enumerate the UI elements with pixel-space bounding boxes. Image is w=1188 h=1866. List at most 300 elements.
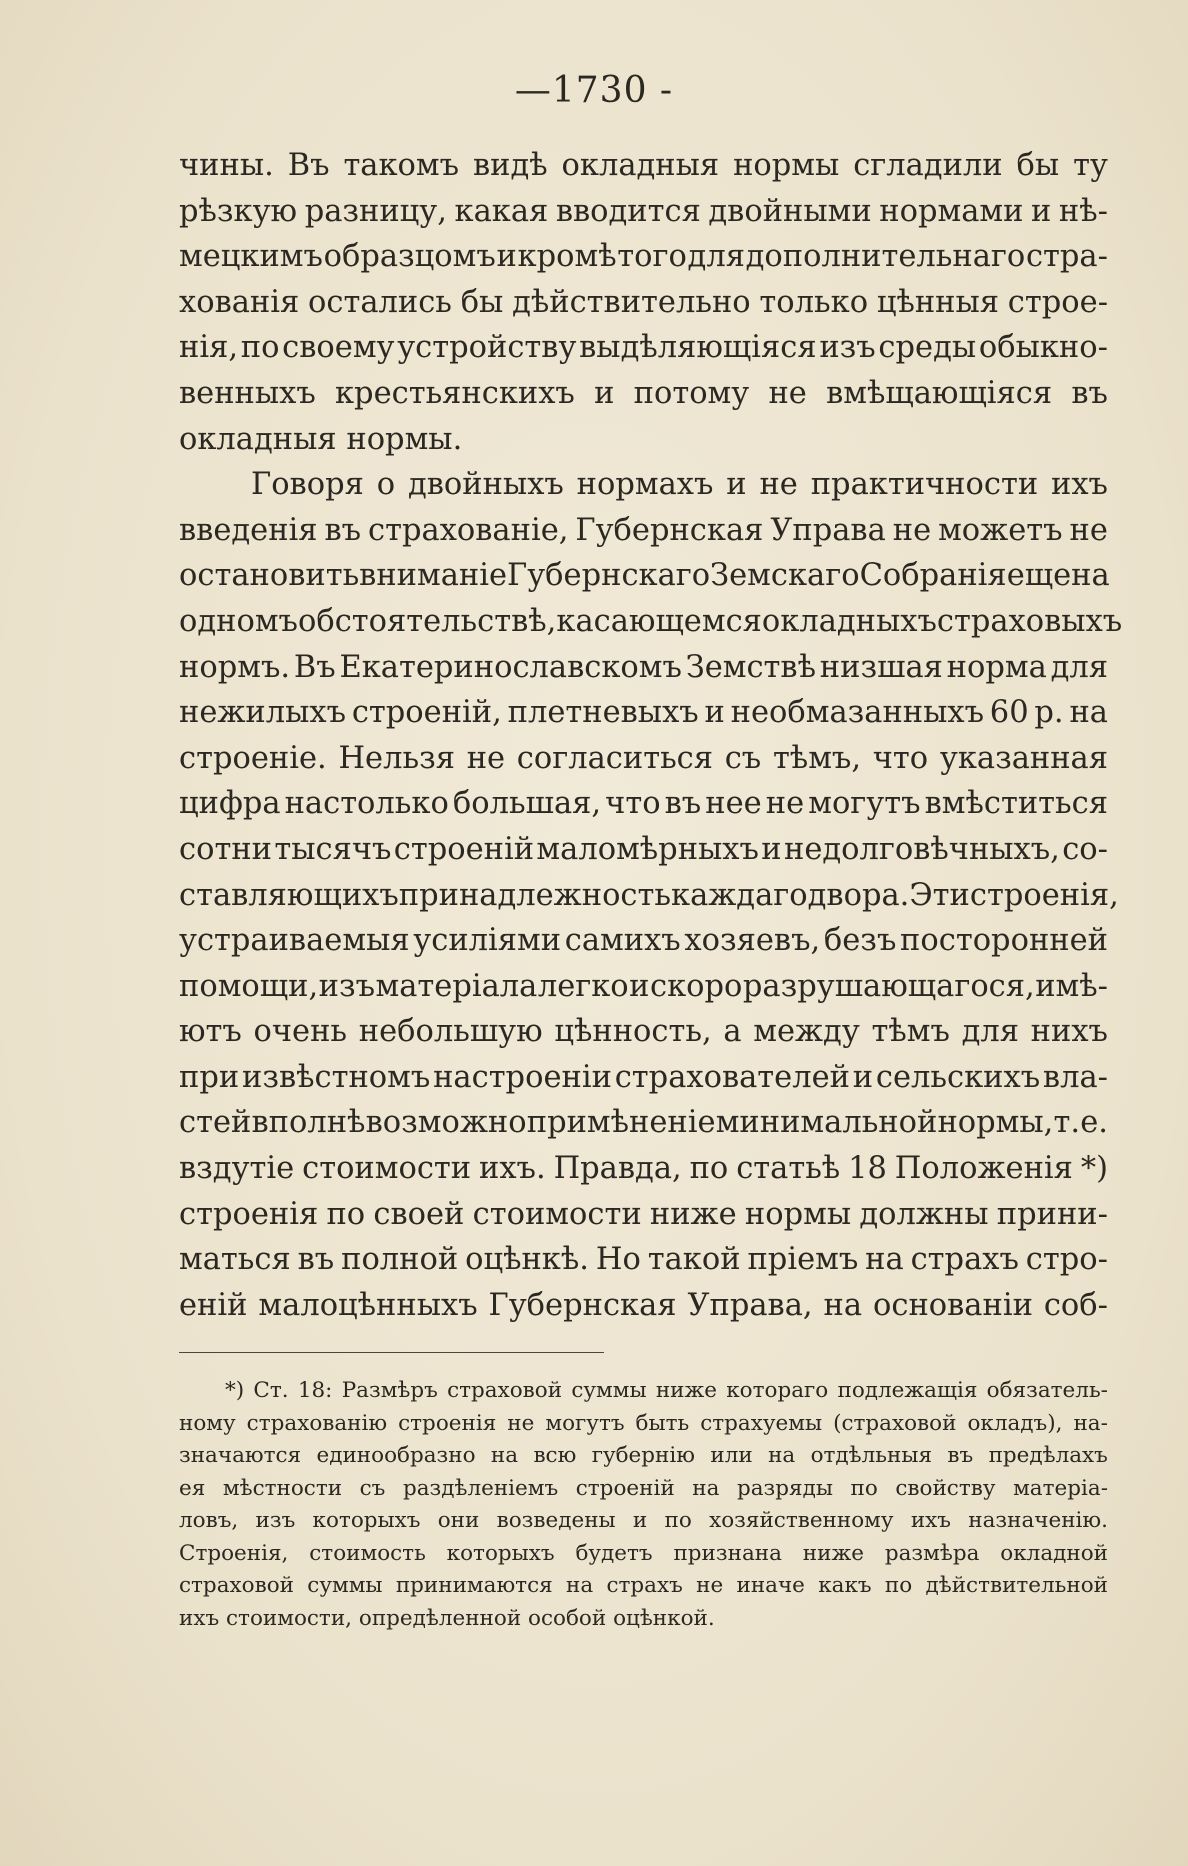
word: примѣненіе: [526, 1105, 716, 1141]
word: Нельзя: [338, 740, 455, 776]
body-line: [179, 918, 1108, 964]
word: со-: [1062, 831, 1108, 867]
word: минимальной: [715, 1105, 938, 1141]
word: которыхъ: [446, 1540, 555, 1566]
word: вполнѣ: [251, 1105, 366, 1141]
word: 60: [989, 695, 1029, 731]
word: должны: [859, 1196, 989, 1232]
word: строенія: [398, 1410, 497, 1436]
word: стей: [179, 1105, 252, 1141]
footnote-line: [179, 1538, 1108, 1571]
word: на: [823, 1287, 863, 1323]
body-line: [179, 827, 1108, 873]
word: для: [1050, 649, 1108, 685]
word: посторонней: [900, 923, 1108, 959]
word: 18:: [297, 1378, 333, 1403]
body-line: [179, 371, 1108, 417]
footnote-line: [179, 1570, 1108, 1603]
word: большая,: [452, 786, 602, 822]
word: страхъ: [910, 1242, 1019, 1278]
word: хозяевъ,: [684, 923, 821, 959]
word: быть: [635, 1410, 690, 1436]
word: венныхъ: [179, 375, 316, 411]
footnote: [179, 1375, 1108, 1635]
word: низшая: [819, 649, 943, 685]
body-line: [179, 325, 1108, 371]
word: строенія: [179, 1196, 319, 1232]
word: самихъ: [564, 923, 681, 959]
word: между: [753, 1014, 860, 1050]
word: ниже: [649, 1196, 737, 1232]
word: Управа: [770, 512, 886, 548]
word: двойными: [708, 193, 872, 229]
word: настолько: [284, 786, 449, 822]
word: нормахъ: [576, 467, 714, 503]
word: вниманіе: [359, 558, 508, 594]
word: какъ: [818, 1573, 872, 1598]
body-line: [179, 1283, 1108, 1329]
body-line: [179, 690, 1108, 736]
word: крестьянскихъ: [334, 375, 575, 411]
word: нежилыхъ: [179, 695, 347, 731]
word: Въ: [287, 148, 330, 183]
body-line: [179, 1009, 1108, 1055]
word: тѣмъ: [871, 1014, 950, 1050]
word: е.: [1080, 1105, 1108, 1141]
word: нее: [705, 786, 762, 822]
word: окладъ),: [967, 1410, 1063, 1436]
word: Размѣръ: [341, 1378, 438, 1403]
footnote-line: [179, 1440, 1108, 1473]
word: строеній: [393, 831, 535, 867]
word: ставляющихъ: [179, 877, 399, 913]
word: страхованіе,: [368, 512, 569, 548]
word: единообразно: [316, 1443, 476, 1468]
word: (страховой: [833, 1410, 957, 1436]
word: а: [723, 1014, 742, 1050]
word: ниже: [655, 1378, 717, 1403]
word: могутъ: [545, 1410, 625, 1436]
word: Говоря: [251, 467, 364, 503]
body-text: [179, 143, 1123, 1328]
word: сотни: [179, 831, 272, 867]
body-line: [179, 1055, 1108, 1101]
word: суммы: [307, 1573, 383, 1598]
word: стоимость: [309, 1540, 426, 1566]
word: тысячъ: [274, 831, 392, 867]
word: 18: [848, 1151, 887, 1187]
word: съ: [724, 740, 762, 776]
word: т.: [1053, 1105, 1081, 1141]
word: только: [759, 284, 869, 320]
word: котораго: [726, 1378, 829, 1403]
word: бы: [1016, 148, 1060, 183]
word: страхованію: [246, 1410, 388, 1436]
word: Положенія: [894, 1151, 1073, 1187]
body-line: [179, 553, 1108, 599]
word: для: [961, 1014, 1019, 1050]
footnote-line: [179, 1505, 1108, 1538]
word: особой: [528, 1605, 607, 1631]
word: по: [884, 1573, 913, 1598]
word: Строенія,: [179, 1540, 289, 1566]
word: маломѣрныхъ: [536, 831, 759, 867]
word: что: [872, 740, 929, 776]
body-line: [179, 1192, 1108, 1238]
word: прини-: [996, 1196, 1108, 1232]
word: раздѣленіемъ: [402, 1475, 559, 1501]
word: возведены: [496, 1508, 616, 1533]
word: не: [1069, 512, 1108, 548]
body-line: [179, 964, 1108, 1010]
word: вмѣщающіяся: [826, 375, 1053, 411]
word: и: [629, 968, 650, 1004]
word: дополнительнаго: [745, 239, 1026, 275]
word: дѣйствительной: [925, 1573, 1108, 1598]
body-line: [179, 781, 1108, 827]
word: разницу,: [304, 193, 447, 229]
word: они: [437, 1508, 480, 1533]
word: и: [632, 1508, 648, 1533]
word: еній: [179, 1287, 248, 1323]
word: изъ: [819, 330, 876, 366]
word: какая: [454, 193, 549, 229]
word: суммы: [571, 1378, 647, 1403]
word: оцѣнкой.: [613, 1605, 715, 1631]
word: норма: [946, 649, 1047, 685]
word: и: [496, 239, 517, 275]
word: двойныхъ: [407, 467, 564, 503]
word: или: [710, 1443, 753, 1468]
word: ному: [179, 1410, 236, 1436]
word: двора.: [807, 877, 910, 913]
word: остановить: [179, 558, 360, 594]
word: образцомъ: [323, 239, 496, 275]
word: Екатеринославскомъ: [339, 649, 682, 685]
word: еще: [1006, 558, 1072, 594]
word: и: [761, 831, 782, 867]
word: ютъ: [179, 1014, 242, 1050]
word: ихъ.: [479, 1151, 546, 1187]
word: матеріала: [375, 968, 538, 1004]
word: нормы.: [346, 421, 463, 457]
word: ея: [179, 1475, 206, 1501]
word: не: [466, 740, 506, 776]
word: Эти: [909, 877, 970, 913]
word: обыкно-: [978, 330, 1108, 366]
word: ловъ,: [179, 1508, 239, 1533]
body-line: [179, 280, 1108, 326]
word: по: [689, 1151, 729, 1187]
word: на: [768, 1443, 796, 1468]
word: небольшую: [358, 1014, 543, 1050]
word: разрушающагося,: [742, 968, 1035, 1004]
word: матеріа-: [1013, 1475, 1108, 1501]
word: устройству: [397, 330, 577, 366]
word: стра-: [1025, 239, 1108, 275]
word: вла-: [1042, 1059, 1108, 1095]
word: на: [1069, 695, 1108, 731]
word: выдѣляющіяся: [579, 330, 817, 366]
word: маться: [179, 1242, 291, 1278]
word: ихъ: [910, 1508, 951, 1533]
word: недолговѣчныхъ,: [783, 831, 1060, 867]
body-line: [179, 508, 1108, 554]
word: имѣ-: [1035, 968, 1108, 1004]
word: ихъ: [1051, 467, 1108, 503]
word: нѣ-: [1058, 193, 1108, 229]
word: значаются: [179, 1443, 302, 1468]
word: стоимости: [472, 1196, 642, 1232]
word: нормы: [744, 1196, 852, 1232]
word: оцѣнкѣ.: [465, 1242, 589, 1278]
word: окладной: [1000, 1540, 1108, 1566]
word: размѣра: [884, 1540, 980, 1566]
body-line: [179, 143, 1108, 189]
word: могутъ: [808, 786, 921, 822]
word: страхователей: [614, 1059, 850, 1095]
word: обязатель-: [986, 1378, 1108, 1403]
word: свойству: [895, 1475, 996, 1501]
word: отдѣльныя: [810, 1443, 933, 1468]
word: Собранія: [859, 558, 1007, 594]
word: сельскихъ: [875, 1059, 1041, 1095]
word: на-: [1073, 1410, 1108, 1436]
word: не: [768, 375, 807, 411]
word: по: [240, 330, 280, 366]
word: не: [765, 786, 805, 822]
word: соб-: [1043, 1287, 1108, 1323]
word: необмазанныхъ: [730, 695, 984, 731]
word: цѣнныя: [876, 284, 1000, 320]
word: обстоятельствѣ,: [297, 603, 557, 639]
word: въ: [1071, 375, 1108, 411]
word: статьѣ: [736, 1151, 841, 1187]
word: вздутіе: [179, 1151, 295, 1187]
word: Въ: [293, 649, 336, 685]
word: назначенію.: [968, 1508, 1108, 1533]
word: признана: [673, 1540, 782, 1566]
word: среды: [878, 330, 977, 366]
word: строеній,: [351, 695, 502, 731]
word: при: [179, 1059, 240, 1095]
word: видѣ: [472, 148, 548, 183]
word: всю: [533, 1443, 577, 1468]
word: хозяйственному: [709, 1508, 894, 1533]
word: усиліями: [413, 923, 562, 959]
word: страхъ: [606, 1573, 683, 1598]
word: практичности: [810, 467, 1039, 503]
word: настроеніи: [433, 1059, 612, 1095]
word: и: [594, 375, 615, 411]
body-line: [179, 873, 1119, 919]
word: можетъ: [938, 512, 1063, 548]
word: такой: [647, 1242, 741, 1278]
word: своему: [282, 330, 395, 366]
word: которыхъ: [312, 1508, 421, 1533]
word: малоцѣнныхъ: [258, 1287, 478, 1323]
word: стро-: [1025, 1242, 1108, 1278]
word: того: [617, 239, 687, 275]
word: на: [1071, 558, 1110, 594]
word: безъ: [823, 923, 897, 959]
word: одномъ: [179, 603, 298, 639]
word: строеніе.: [179, 740, 327, 776]
word: остались: [308, 284, 452, 320]
word: ниже: [802, 1540, 864, 1566]
word: тѣмъ,: [772, 740, 862, 776]
word: на: [865, 1242, 904, 1278]
word: нормъ.: [179, 649, 291, 685]
body-line: [179, 462, 1108, 508]
body-line: [179, 1100, 1108, 1146]
word: Губернская: [488, 1287, 677, 1323]
word: цифра: [179, 786, 281, 822]
word: разряды: [736, 1475, 833, 1501]
word: рѣзкую: [179, 193, 298, 229]
word: стоимости,: [226, 1605, 352, 1631]
footnote-line: [179, 1375, 1108, 1408]
word: опредѣленной: [358, 1605, 522, 1631]
word: принимаются: [395, 1573, 553, 1598]
word: иначе: [736, 1573, 805, 1598]
word: окладныхъ: [761, 603, 937, 639]
word: и: [852, 1059, 874, 1095]
word: вмѣститься: [924, 786, 1108, 822]
word: Земствѣ: [685, 649, 816, 685]
word: нормами: [879, 193, 1024, 229]
word: нормы: [733, 148, 840, 183]
body-line: [179, 736, 1108, 782]
word: и: [704, 695, 725, 731]
word: страхуемы: [700, 1410, 823, 1436]
word: скоро: [650, 968, 743, 1004]
word: своей: [373, 1196, 465, 1232]
word: окладныя: [561, 148, 720, 183]
word: съ: [359, 1475, 386, 1501]
word: Ст.: [253, 1378, 289, 1403]
word: не: [892, 512, 932, 548]
word: согласиться: [516, 740, 713, 776]
word: по: [850, 1475, 878, 1501]
word: чины.: [179, 148, 274, 183]
word: не: [507, 1410, 535, 1436]
word: и: [1031, 193, 1052, 229]
word: не: [759, 467, 798, 503]
word: изъ: [318, 968, 376, 1004]
word: о: [376, 467, 396, 503]
footnote-line: [179, 1408, 1108, 1441]
word: мецкимъ: [179, 239, 323, 275]
word: строеній: [575, 1475, 675, 1501]
word: кромѣ: [517, 239, 617, 275]
word: будетъ: [575, 1540, 653, 1566]
word: въ: [324, 512, 362, 548]
word: для: [687, 239, 745, 275]
word: подлежащія: [837, 1378, 978, 1403]
word: по: [664, 1508, 692, 1533]
word: страховой: [179, 1573, 294, 1598]
word: указанная: [939, 740, 1108, 776]
word: пріемъ: [747, 1242, 859, 1278]
word: Губернскаго: [507, 558, 711, 594]
word: Правда,: [553, 1151, 682, 1187]
word: *): [225, 1378, 245, 1403]
page-number: —1730 -: [514, 70, 674, 111]
word: устраиваемыя: [179, 923, 410, 959]
word: извѣстномъ: [241, 1059, 431, 1095]
word: стоимости: [302, 1151, 472, 1187]
word: вводится: [555, 193, 701, 229]
word: потому: [633, 375, 750, 411]
word: въ: [297, 1242, 335, 1278]
word: строенія,: [969, 877, 1119, 913]
word: въ: [947, 1443, 974, 1468]
word: *): [1080, 1151, 1108, 1187]
word: цѣнность,: [554, 1014, 712, 1050]
footnote-line: [179, 1603, 1108, 1636]
word: р.: [1034, 695, 1064, 731]
body-line: [179, 599, 1123, 645]
word: такомъ: [343, 148, 460, 183]
word: страховой: [447, 1378, 563, 1403]
word: сгладили: [853, 148, 1003, 183]
body-line: [179, 1237, 1108, 1283]
word: принадлежность: [398, 877, 671, 913]
body-line: [179, 234, 1108, 280]
word: основаніи: [873, 1287, 1033, 1323]
word: страховыхъ: [936, 603, 1123, 639]
word: на: [692, 1475, 720, 1501]
body-line: [179, 645, 1108, 691]
word: по: [326, 1196, 366, 1232]
word: очень: [253, 1014, 348, 1050]
word: и: [726, 467, 747, 503]
word: въ: [664, 786, 702, 822]
word: на: [566, 1573, 594, 1598]
body-line: [179, 189, 1108, 235]
word: окладныя: [179, 421, 337, 457]
word: помощи,: [179, 968, 319, 1004]
word: Но: [595, 1242, 641, 1278]
word: дѣйствительно: [512, 284, 751, 320]
word: хованія: [179, 284, 300, 320]
word: Губернская: [575, 512, 764, 548]
word: строе-: [1007, 284, 1108, 320]
body-line: [179, 1146, 1108, 1192]
word: ихъ: [179, 1605, 220, 1631]
word: нихъ: [1030, 1014, 1108, 1050]
word: бы: [460, 284, 504, 320]
word: легко: [537, 968, 629, 1004]
word: возможно: [365, 1105, 527, 1141]
word: мѣстности: [222, 1475, 343, 1501]
body-line: [179, 417, 1108, 463]
word: ту: [1073, 148, 1108, 183]
word: полной: [341, 1242, 459, 1278]
footnote-separator: [179, 1352, 604, 1353]
word: губернію: [591, 1443, 695, 1468]
word: Земскаго: [710, 558, 860, 594]
word: изъ: [255, 1508, 296, 1533]
word: на: [490, 1443, 519, 1468]
word: плетневыхъ: [507, 695, 699, 731]
word: что: [605, 786, 661, 822]
footnote-line: [179, 1473, 1108, 1506]
word: касающемся: [556, 603, 762, 639]
word: введенія: [179, 512, 318, 548]
word: нія,: [179, 330, 239, 366]
